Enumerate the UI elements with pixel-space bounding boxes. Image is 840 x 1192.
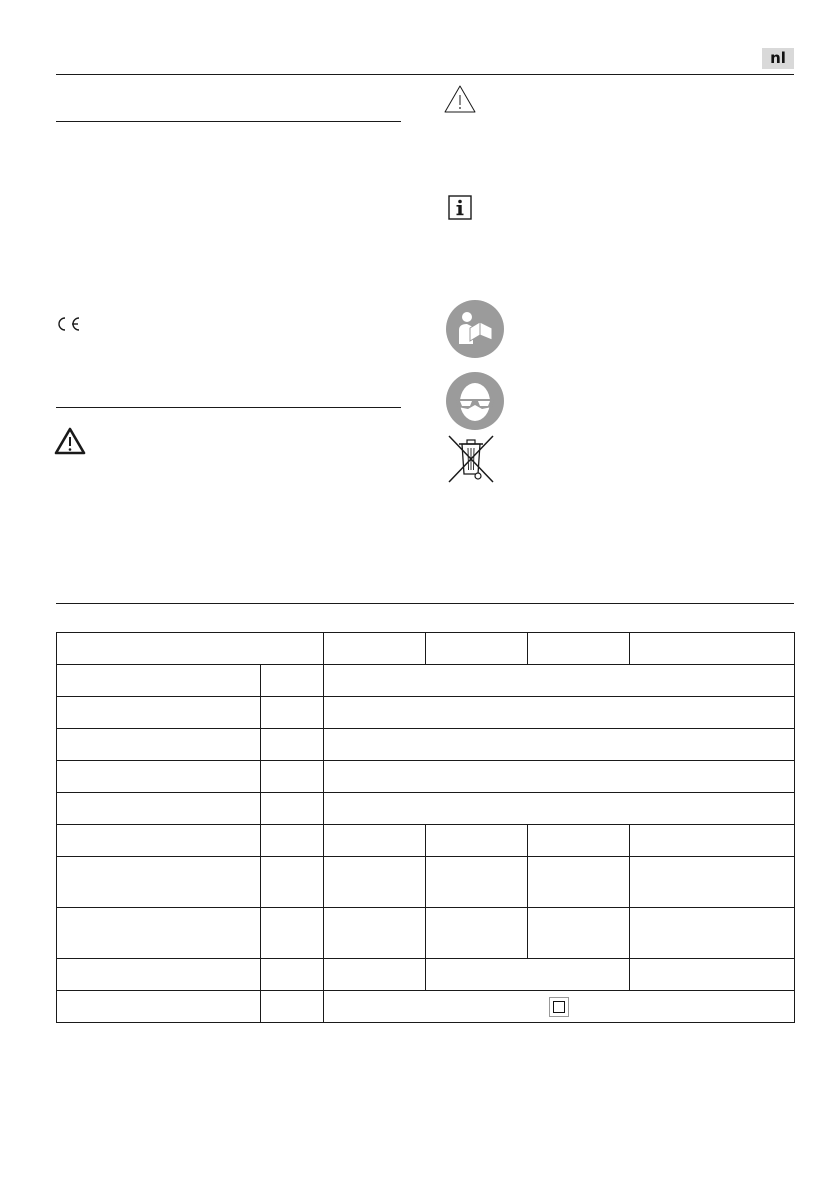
table-cell [528,825,630,857]
table-row [57,959,795,991]
crossed-out-bin-icon [446,434,496,484]
table-cell [324,665,795,697]
table-cell [57,991,261,1023]
table-cell [324,857,426,908]
table-cell [324,761,795,793]
table-cell [324,991,795,1023]
table-cell [324,697,795,729]
table-cell [57,761,261,793]
table-cell [630,959,795,991]
table-cell [324,729,795,761]
table-cell [57,697,261,729]
table-row [57,729,795,761]
table-cell [57,665,261,697]
protection-class-ii-icon [549,997,569,1017]
language-tab: nl [762,48,794,69]
table-cell [57,908,261,959]
table-cell [261,857,324,908]
table-cell [57,793,261,825]
table-cell [57,825,261,857]
table-cell [57,729,261,761]
read-manual-icon [446,300,504,358]
table-row [57,697,795,729]
table-row [57,665,795,697]
table-section-rule [56,603,794,604]
table-cell [528,857,630,908]
table-cell [57,857,261,908]
table-cell [57,959,261,991]
ce-mark-icon [55,315,83,333]
table-cell [57,633,324,665]
table-cell [630,633,795,665]
technical-data-table [56,632,795,1023]
table-cell [261,991,324,1023]
table-cell [261,959,324,991]
table-row [57,857,795,908]
table-cell [261,793,324,825]
table-row [57,991,795,1023]
table-row [57,908,795,959]
table-cell [426,959,630,991]
left-section-rule-1 [56,121,401,122]
eye-protection-icon [446,372,504,430]
table-header-row [57,633,795,665]
table-cell [324,793,795,825]
table-cell [528,908,630,959]
table-row [57,761,795,793]
table-cell [324,633,426,665]
table-row [57,793,795,825]
table-cell [261,908,324,959]
info-icon [448,195,472,220]
table-cell [261,761,324,793]
table-cell [528,633,630,665]
table-cell [324,908,426,959]
table-cell [261,729,324,761]
table-cell [261,697,324,729]
left-section-rule-2 [56,407,401,408]
table-row [57,825,795,857]
table-cell [426,908,528,959]
table-cell [426,633,528,665]
table-cell [261,825,324,857]
warning-triangle-icon [54,427,86,455]
top-rule [56,74,794,75]
table-cell [426,857,528,908]
warning-triangle-outline-icon [443,84,477,114]
table-cell [630,857,795,908]
table-cell [630,908,795,959]
table-cell [426,825,528,857]
table-cell [261,665,324,697]
table-cell [324,825,426,857]
table-cell [630,825,795,857]
table-cell [324,959,426,991]
